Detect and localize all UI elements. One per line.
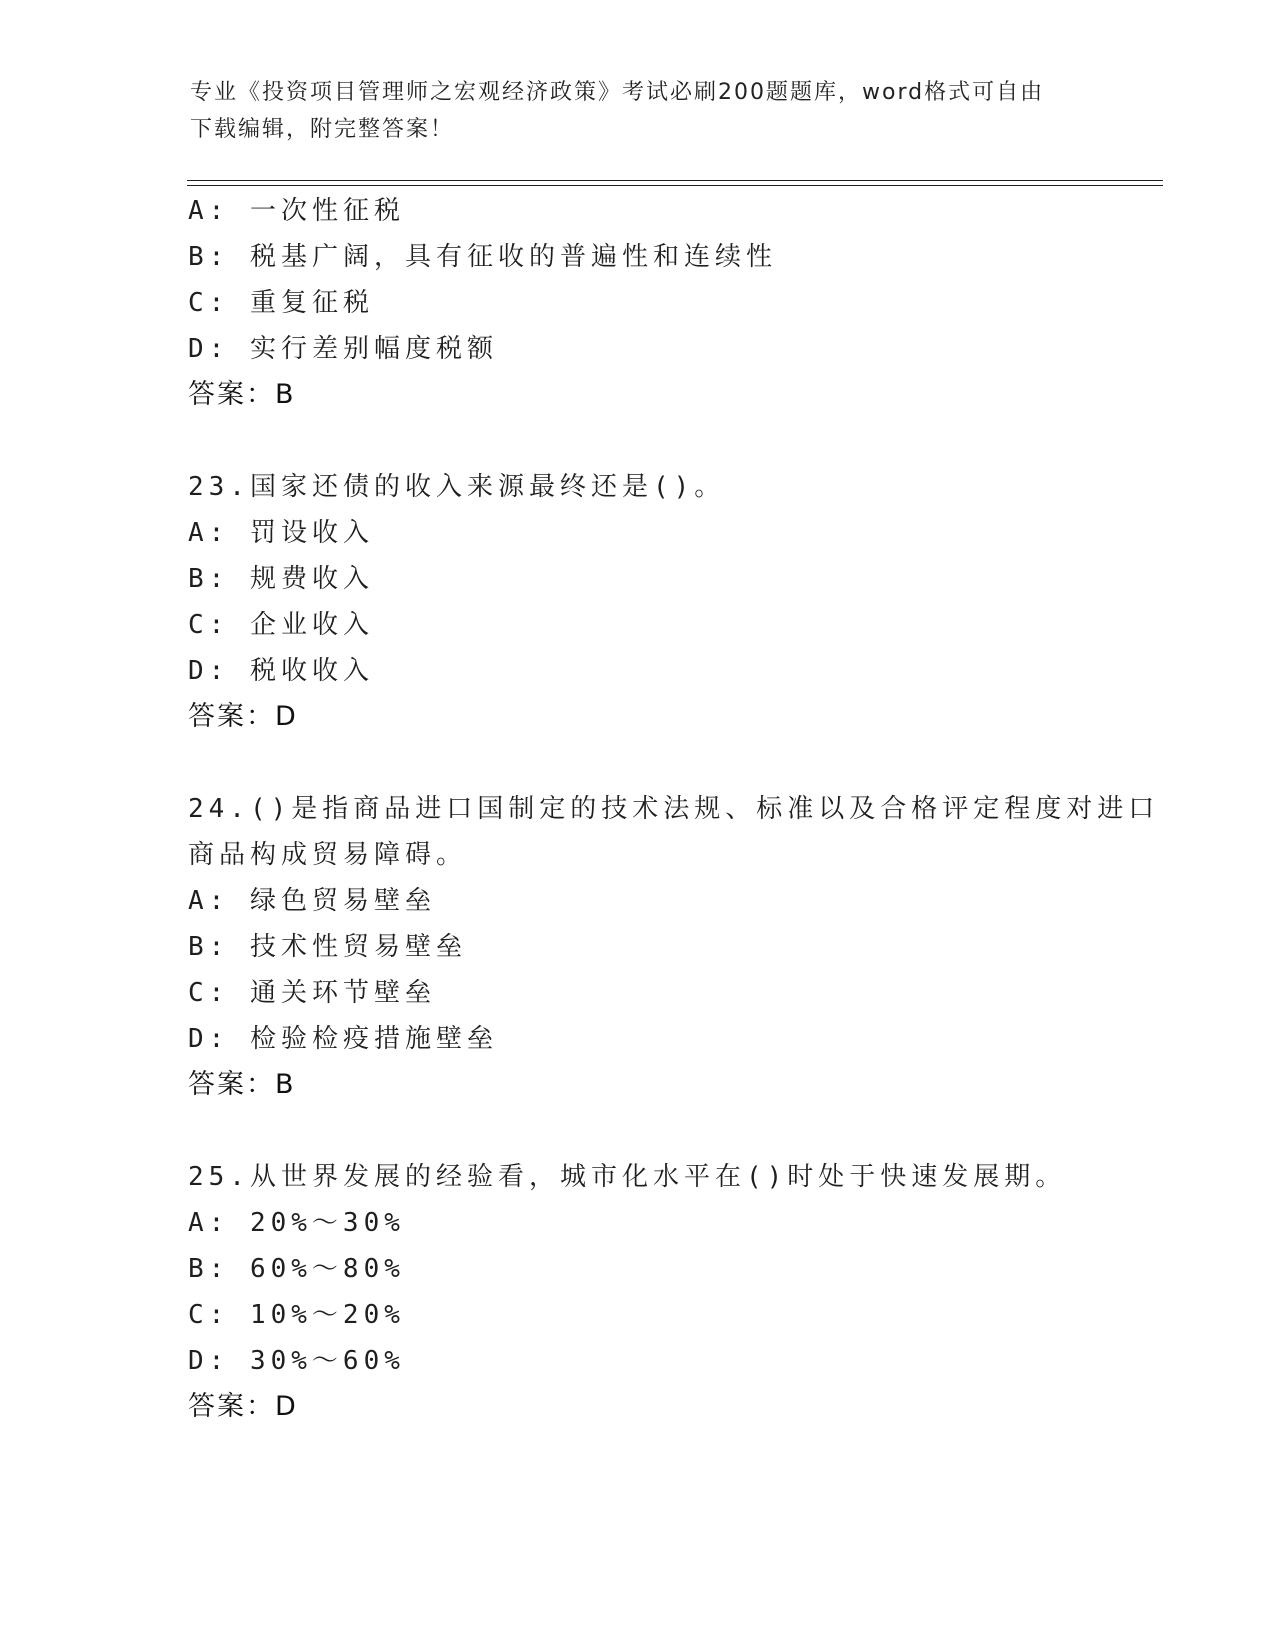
option-a: A: 罚设收入 [188,518,374,548]
answer-line: 答案：D [188,1391,298,1422]
option-b: B: 60%～80% [188,1254,405,1284]
option-d: D: 30%～60% [188,1346,405,1376]
header-divider-bottom [187,185,1163,186]
question-23 [188,464,1168,740]
question-stem: 25.从世界发展的经验看，城市化水平在()时处于快速发展期。 [188,1162,1067,1192]
option-d: D: 检验检疫措施壁垒 [188,1024,498,1054]
option-a: A: 一次性征税 [188,196,405,226]
header-divider-top [187,180,1163,181]
question-list [188,188,1168,1430]
spacer [188,740,1168,786]
header-line-2: 下载编辑，附完整答案！ [190,117,455,142]
option-c: C: 企业收入 [188,610,374,640]
option-d: D: 实行差别幅度税额 [188,334,498,364]
question-stem: 23.国家还债的收入来源最终还是()。 [188,472,726,502]
question-22-continued [188,188,1168,418]
option-b: B: 规费收入 [188,564,374,594]
option-c: C: 通关环节壁垒 [188,978,436,1008]
answer-line: 答案：B [188,1069,296,1100]
spacer [188,1108,1168,1154]
question-stem: 24.()是指商品进口国制定的技术法规、标准以及合格评定程度对进口 [188,794,1160,824]
option-b: B: 技术性贸易壁垒 [188,932,467,962]
spacer [188,418,1168,464]
option-a: A: 绿色贸易壁垒 [188,886,436,916]
option-a: A: 20%～30% [188,1208,405,1238]
option-c: C: 10%～20% [188,1300,405,1330]
option-c: C: 重复征税 [188,288,374,318]
document-header [190,74,1090,148]
option-d: D: 税收收入 [188,656,374,686]
question-25 [188,1154,1168,1430]
question-24 [188,786,1168,1108]
answer-line: 答案：D [188,701,298,732]
answer-line: 答案：B [188,379,296,410]
question-stem-continued: 商品构成贸易障碍。 [188,840,468,870]
header-line-1: 专业《投资项目管理师之宏观经济政策》考试必刷200题题库，word格式可自由 [190,80,1045,105]
option-b: B: 税基广阔，具有征收的普遍性和连续性 [188,242,777,272]
